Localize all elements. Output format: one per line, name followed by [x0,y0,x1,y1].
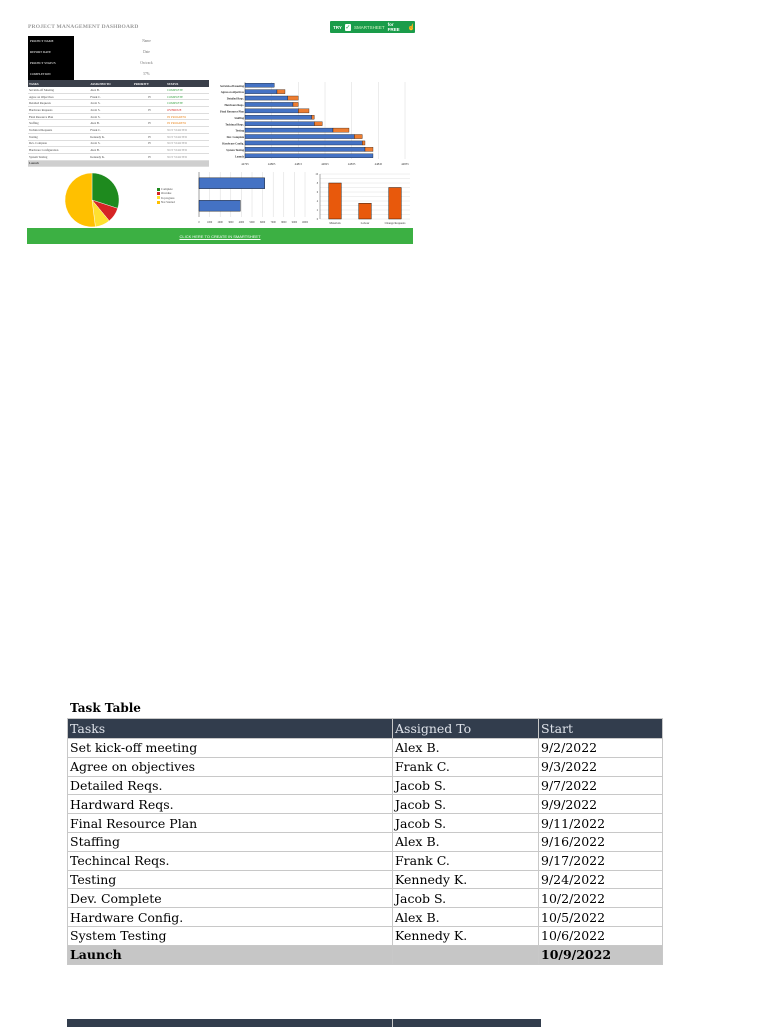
mini-table-row [28,107,209,114]
x-tick-label: 5000 [249,221,255,224]
task-name-cell: Hardward Reqs. [68,795,393,814]
mini-table-row [28,127,209,134]
gantt-start-bar [245,147,365,151]
mini-task-cell: Final Resource Plan [28,113,89,120]
gantt-category-label: Hardware Config. [222,142,244,146]
status-pie-chart [62,170,122,230]
mini-status-cell: NOT STARTED [166,133,209,140]
mini-header-cell: STATUS [166,80,209,87]
task-table-header-row [68,719,663,739]
info-value: On track [140,61,153,66]
y-tick-label: 4 [316,200,318,203]
mini-status-cell: NOT STARTED [166,140,209,147]
y-tick-label: 6 [316,191,318,194]
y-tick-label: 8 [316,182,318,185]
mini-table-row [28,120,209,127]
gantt-category-label: Final Resource Plan [219,110,244,114]
x-tick-label: 44825 [321,162,329,166]
mini-assigned-cell: Frank C. [89,93,133,100]
x-tick-label: 8000 [281,221,287,224]
task-total-row [68,945,663,964]
budget-bar [199,200,240,211]
gantt-duration-bar [333,128,349,132]
start-date-cell: 9/7/2022 [539,776,663,795]
mini-assigned-cell: Jacob S. [89,107,133,114]
task-row [68,926,663,945]
gantt-category-label: Testing [235,129,244,133]
mini-assigned-cell: Kennedy K. [89,133,133,140]
x-tick-label: 4000 [238,221,244,224]
gantt-duration-bar [298,109,309,113]
start-date-cell: 10/6/2022 [539,926,663,945]
start-date-cell: 9/17/2022 [539,851,663,870]
mini-table-row [28,147,209,154]
mini-status-cell: NOT STARTED [166,147,209,154]
task-table [67,718,663,965]
x-tick-label: 3000 [228,221,234,224]
mini-priority-cell [133,147,166,154]
gantt-duration-bar [354,134,362,138]
dashboard-title: PROJECT MANAGEMENT DASHBOARD [28,24,139,30]
task-row [68,795,663,814]
x-tick-label: 2000 [217,221,223,224]
y-tick-label: 2 [316,209,318,212]
legend-label: Complete [161,187,173,191]
task-row [68,776,663,795]
mini-table-row [28,133,209,140]
mini-assigned-cell: Alex B. [89,120,133,127]
task-name-cell: Final Resource Plan [68,814,393,833]
header-start: Start [539,719,663,739]
assigned-to-cell: Jacob S. [393,795,539,814]
create-in-smartsheet-link[interactable]: CLICK HERE TO CREATE IN SMARTSHEET [179,233,261,239]
mini-priority-cell: H [133,133,166,140]
task-row [68,757,663,776]
total-assigned-cell [393,945,539,964]
info-row [28,69,173,80]
pending-items-chart [310,170,412,227]
mini-priority-cell [133,113,166,120]
mini-total-label: Launch [28,160,89,167]
x-tick-label: 0 [198,221,200,224]
mini-table-row [28,113,209,120]
mini-task-cell: Detailed Requests [28,100,89,107]
gantt-start-bar [245,122,314,126]
x-tick-label: 7000 [270,221,276,224]
assigned-to-cell: Jacob S. [393,814,539,833]
mini-status-cell: COMPLETE [166,87,209,93]
start-date-cell: 9/9/2022 [539,795,663,814]
mini-total-row [28,160,209,167]
task-name-cell: Set kick-off meeting [68,739,393,758]
start-date-cell: 9/24/2022 [539,870,663,889]
gantt-duration-bar [312,115,315,119]
legend-swatch [157,201,160,204]
gantt-start-bar [245,90,277,94]
info-value: 57% [143,72,150,77]
info-label: REPORT DATE [28,47,74,58]
mini-table-row [28,140,209,147]
mini-status-cell: NOT STARTED [166,153,209,160]
x-tick-label: 1000 [207,221,213,224]
mini-priority-cell [133,100,166,107]
task-name-cell: System Testing [68,926,393,945]
category-bar [359,203,372,219]
assigned-to-cell: Kennedy K. [393,926,539,945]
mini-priority-cell: H [133,120,166,127]
start-date-cell: 9/11/2022 [539,814,663,833]
project-info-box [28,36,173,80]
mini-priority-cell [133,127,166,134]
task-name-cell: Techincal Reqs. [68,851,393,870]
mini-header-cell: PRIORITY [133,80,166,87]
mini-assigned-cell: Frank C. [89,127,133,134]
mini-task-cell: Technical Requests [28,127,89,134]
y-tick-label: 10 [315,173,318,176]
assigned-to-cell: Kennedy K. [393,870,539,889]
mini-status-cell: IN PROGRESS [166,113,209,120]
gantt-start-bar [245,96,288,100]
task-row [68,870,663,889]
checkmark-icon: ✓ [345,23,351,31]
x-tick-label: 6000 [260,221,266,224]
gantt-duration-bar [288,96,299,100]
total-date-cell: 10/9/2022 [539,945,663,964]
mini-header-cell: ASSIGNED TO [89,80,133,87]
task-row [68,814,663,833]
info-row [28,47,173,58]
info-label: PROJECT STATUS [28,58,74,69]
x-tick-label: 44845 [374,162,383,166]
info-label: COMPLETION [28,69,74,80]
gantt-category-label: System Testing [226,148,244,152]
task-name-cell: Staffing [68,832,393,851]
budget-bar [199,178,265,189]
mini-priority-cell: H [133,153,166,160]
gantt-category-label: Launch [234,155,244,159]
legend-label: Not Started [161,199,175,204]
mini-assigned-cell: Jacob S. [89,113,133,120]
mini-status-cell: NOT STARTED [166,127,209,134]
gantt-start-bar [245,154,373,158]
task-row [68,851,663,870]
start-date-cell: 9/2/2022 [539,739,663,758]
start-date-cell: 9/3/2022 [539,757,663,776]
gantt-category-label: Techincal Reqs. [225,123,244,127]
banner-free-text: for FREE [387,22,400,32]
mini-task-cell: Hardware Requests [28,107,89,114]
task-row [68,832,663,851]
mini-status-cell: COMPLETE [166,93,209,100]
gantt-category-label: Detailed Reqs. [226,97,244,101]
legend-label: Overdue [161,191,172,196]
info-value: Name [142,39,151,44]
task-row [68,889,663,908]
mini-table-row [28,153,209,160]
legend-swatch [157,192,160,195]
mini-task-cell: System Testing [28,153,89,160]
header-tasks: Tasks [68,719,393,739]
total-label-cell: Launch [68,945,393,964]
footer-banner [27,228,413,244]
banner-try-text: TRY [333,24,342,30]
mini-assigned-cell: Alex B. [89,87,133,93]
mini-assigned-cell: Alex B. [89,147,133,154]
mini-task-cell: Dev. Complete [28,140,89,147]
mini-status-cell: IN PROGRESS [166,120,209,127]
x-category-label: Labour [360,221,370,225]
gantt-start-bar [245,109,298,113]
x-category-label: Change Requests [384,221,406,225]
next-table-header [67,1019,541,1027]
assigned-to-cell: Alex B. [393,908,539,927]
mini-task-cell: Staffing [28,120,89,127]
mini-priority-cell: H [133,140,166,147]
x-tick-label: 44855 [401,162,409,166]
gantt-category-label: Staffing [234,116,244,120]
gantt-duration-bar [365,147,373,151]
mini-assigned-cell: Jacob S. [89,140,133,147]
gantt-category-label: Set kick-off meeting [220,84,244,88]
mini-task-cell: Hardware Configuration [28,147,89,154]
mini-assigned-cell: Jacob S. [89,100,133,107]
x-tick-label: 44805 [267,162,276,166]
task-name-cell: Dev. Complete [68,889,393,908]
x-tick-label: 44835 [347,162,356,166]
header-assigned-to: Assigned To [393,719,539,739]
legend-swatch [157,196,160,199]
x-tick-label: 9000 [291,221,297,224]
assigned-to-cell: Frank C. [393,851,539,870]
mini-table-row [28,100,209,107]
gantt-start-bar [245,128,333,132]
x-tick-label: 10000 [301,221,308,224]
banner-brand-text: SMARTSHEET [353,24,385,30]
task-name-cell: Detailed Reqs. [68,776,393,795]
gantt-duration-bar [314,122,322,126]
assigned-to-cell: Jacob S. [393,889,539,908]
category-bar [389,188,402,220]
pie-slice [65,173,95,227]
gantt-start-bar [245,141,362,145]
gantt-duration-bar [293,102,298,106]
gantt-category-label: Hardware Reqs. [224,104,244,108]
y-tick-label: 0 [316,218,318,221]
x-tick-label: 44795 [241,162,249,166]
gantt-category-label: Agree on objectives [220,91,244,95]
start-date-cell: 10/2/2022 [539,889,663,908]
category-bar [329,183,342,219]
dashboard-task-table [28,80,209,167]
gantt-start-bar [245,83,274,87]
gantt-start-bar [245,115,312,119]
task-table-heading: Task Table [70,701,141,715]
assigned-to-cell: Frank C. [393,757,539,776]
info-value: Date [143,50,150,55]
assigned-to-cell: Alex B. [393,832,539,851]
mini-table-row [28,93,209,100]
mini-priority-cell: H [133,93,166,100]
mini-task-cell: Set kick-off Meeting [28,87,89,93]
info-row [28,58,173,69]
mini-priority-cell: H [133,107,166,114]
task-row [68,908,663,927]
legend-label: In progress [161,195,175,200]
start-date-cell: 10/5/2022 [539,908,663,927]
task-row [68,739,663,758]
start-date-cell: 9/16/2022 [539,832,663,851]
gantt-duration-bar [277,90,285,94]
legend-item [157,200,175,204]
gantt-chart [215,80,410,168]
pointer-hand-icon: ☝ [407,24,415,31]
task-name-cell: Testing [68,870,393,889]
info-label: PROJECT NAME [28,36,74,47]
mini-header-cell: TASKS [28,80,89,87]
assigned-to-cell: Alex B. [393,739,539,758]
x-tick-label: 44815 [294,162,303,166]
gantt-start-bar [245,134,354,138]
mini-task-cell: Testing [28,133,89,140]
assigned-to-cell: Jacob S. [393,776,539,795]
mini-status-cell: OVERDUE [166,107,209,114]
gantt-category-label: Dev. Complete [226,136,244,140]
x-category-label: Materials [329,221,341,225]
mini-status-cell: COMPLETE [166,100,209,107]
info-row [28,36,173,47]
task-name-cell: Agree on objectives [68,757,393,776]
gantt-start-bar [245,102,293,106]
mini-assigned-cell: Kennedy K. [89,153,133,160]
try-smartsheet-banner[interactable] [330,21,415,33]
mini-task-cell: Agree on Objectives [28,93,89,100]
budget-bar-chart [198,170,308,227]
task-name-cell: Hardware Config. [68,908,393,927]
pie-legend [157,187,175,204]
gantt-duration-bar [362,141,365,145]
header-divider [392,1019,393,1027]
